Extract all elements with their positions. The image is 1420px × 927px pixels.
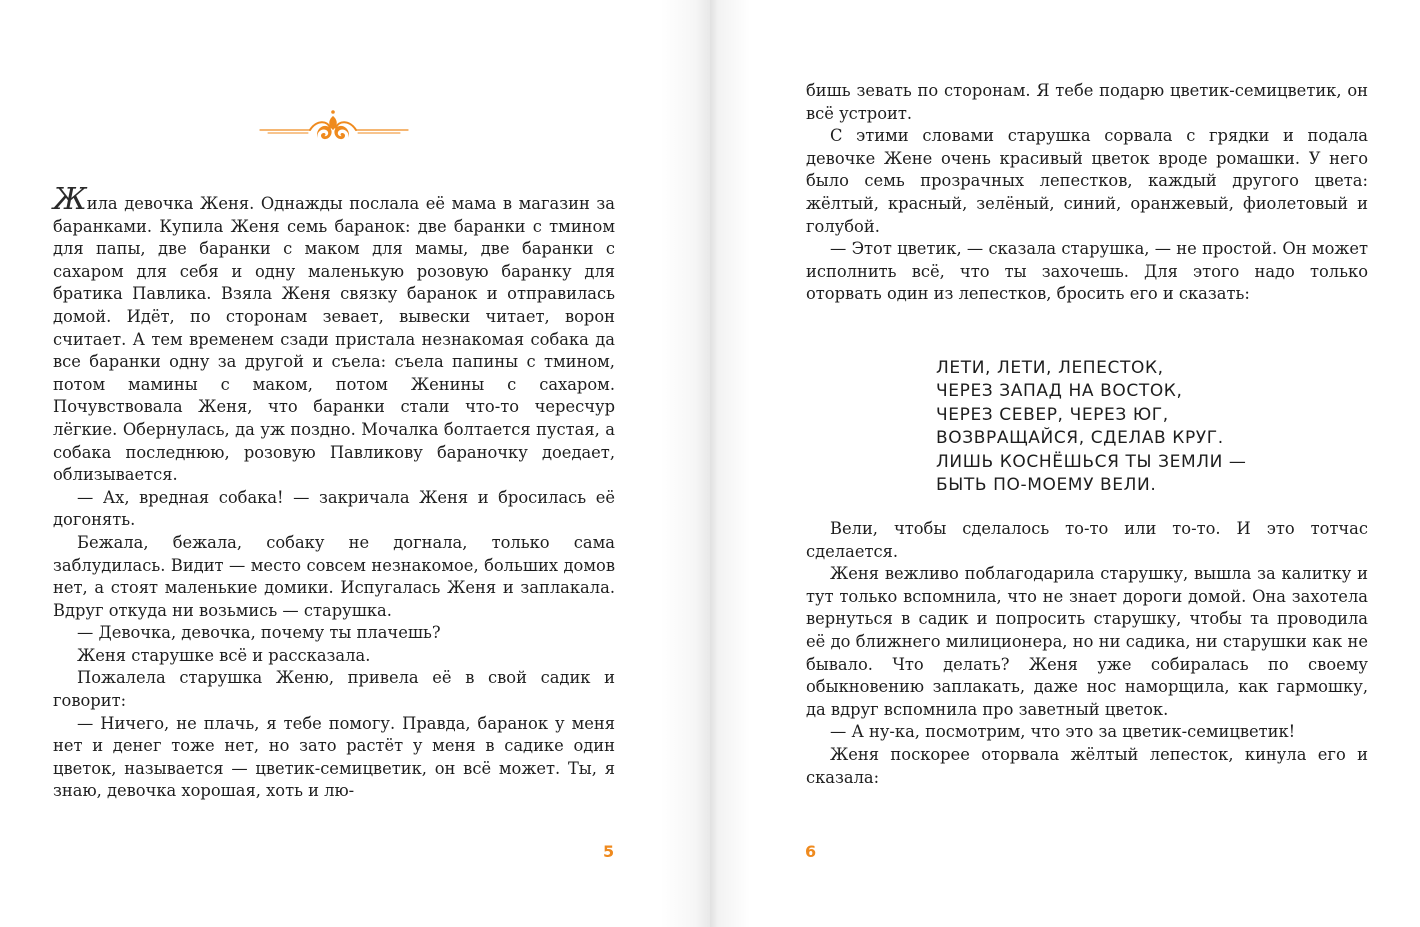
paragraph: Женя старушке всё и рассказала. [77, 645, 371, 665]
paragraph-text: ила девочка Женя. Однажды послала её мама в магазин за баранками. Купила Женя семь баранок: две баранки с тмином для папы, две баранки с маком для мамы, две баранки с сахаром для себя и одну маленькую розовую баранку для братика Павлика. Взяла Женя связку баранок и отправилась домой. Идёт, по сторонам зевает, вывески читает, ворон считает. А тем временем сзади пристала незнакомая собака да все баранки одну за другой и съела: съела папины с тмином, потом мамины с маком, потом Женины с сахаром. Почувствовала Женя, что баранки стали что-то чересчур лёгкие. Обернулась, да уж поздно. Мочалка болтается пустая, а собака последнюю, розовую Павликову бараночку доедает, облизывается. [53, 194, 615, 485]
poem-verse [936, 357, 1247, 497]
right-page-text-top [806, 80, 1368, 306]
gutter-shadow-left [660, 0, 710, 927]
left-page-text [53, 182, 615, 803]
paragraph: Женя вежливо поблагодарила старушку, вышла за калитку и тут только вспомнила, что не знает дороги домой. Она захотела вернуться в садик и попросить старушку, чтобы та проводила её до ближнего милиционера, но ни садика, ни старушки как не бывало. Что делать? Женя уже собиралась по своему обыкновению заплакать, даже нос наморщила, как гармошку, да вдруг вспомнила про заветный цветок. [806, 564, 1368, 719]
orange-swirl-ornament [258, 108, 410, 148]
paragraph: бишь зевать по сторонам. Я тебе подарю цветик-семицветик, он всё устроит. [806, 81, 1368, 123]
paragraph: С этими словами старушка сорвала с грядки и подала девочке Жене очень красивый цветок вроде ромашки. У него было семь прозрачных лепестков, каждый другого цвета: жёлтый, красный, зелёный, синий, оранжевый, фиолетовый и голубой. [806, 126, 1368, 236]
poem-line: БЫТЬ ПО-МОЕМУ ВЕЛИ. [936, 475, 1157, 496]
paragraph: — А ну-ка, посмотрим, что это за цветик-семицветик! [830, 722, 1296, 742]
page-number-left: 5 [603, 842, 615, 861]
poem-line: ВОЗВРАЩАЙСЯ, СДЕЛАВ КРУГ. [936, 428, 1224, 449]
paragraph: — Ничего, не плачь, я тебе помогу. Правда, баранок у меня нет и денег тоже нет, но зато растёт у меня в садике один цветок, называется — цветик-семицветик, он всё может. Ты, я знаю, девочка хорошая, хоть и лю- [53, 713, 615, 801]
paragraph: — Этот цветик, — сказала старушка, — не простой. Он может исполнить всё, что ты захочешь. Для этого надо только оторвать один из лепестков, бросить его и сказать: [806, 239, 1368, 304]
paragraph: Бежала, бежала, собаку не догнала, только сама заблудилась. Видит — место совсем незнакомое, больших домов нет, а стоят маленькие домики. Испугалась Женя и заплакала. Вдруг откуда ни возьмись — старушка. [53, 532, 615, 620]
paragraph: — Девочка, девочка, почему ты плачешь? [77, 623, 441, 643]
drop-cap: Ж [53, 182, 87, 217]
page-number-right: 6 [805, 842, 817, 861]
paragraph [53, 182, 615, 487]
paragraph: Пожалела старушка Женю, привела её в свой садик и говорит: [53, 668, 615, 711]
poem-line: ЧЕРЕЗ ЗАПАД НА ВОСТОК, [936, 381, 1183, 402]
paragraph: Вели, чтобы сделалось то-то или то-то. И это тотчас сделается. [806, 519, 1368, 561]
poem-line: ЛЕТИ, ЛЕТИ, ЛЕПЕСТОК, [936, 358, 1164, 378]
right-page-text-bottom [806, 518, 1368, 789]
gutter-shadow-right [710, 0, 750, 927]
poem-line: ЧЕРЕЗ СЕВЕР, ЧЕРЕЗ ЮГ, [936, 404, 1169, 425]
poem-line: ЛИШЬ КОСНЁШЬСЯ ТЫ ЗЕМЛИ — [936, 451, 1247, 472]
paragraph: Женя поскорее оторвала жёлтый лепесток, кинула его и сказала: [806, 744, 1368, 787]
paragraph: — Ах, вредная собака! — закричала Женя и бросилась её догонять. [53, 487, 615, 530]
